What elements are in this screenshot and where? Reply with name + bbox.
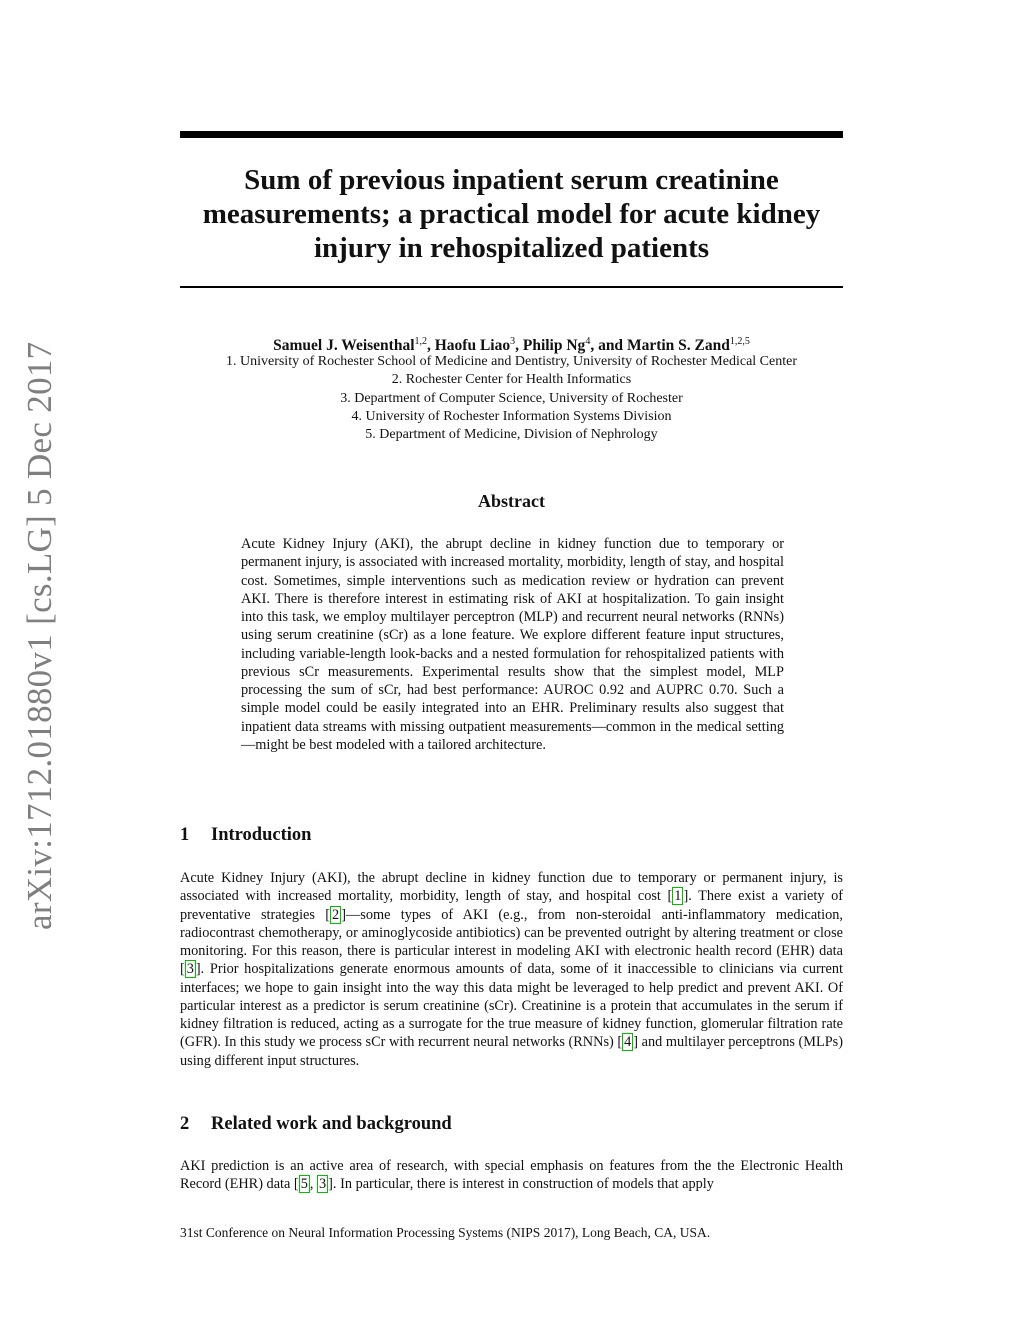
conference-footnote: 31st Conference on Neural Information Processing Systems (NIPS 2017), Long Beach, CA, USA.	[180, 1225, 711, 1240]
paragraph-text: ]. There exist a variety of preventative strategies [	[180, 888, 843, 923]
paragraph-text: ] and multilayer perceptrons (MLPs) using different input structures.	[180, 1034, 843, 1069]
introduction-paragraph	[180, 869, 843, 1070]
arxiv-identifier: arXiv:1712.01880v1 [cs.LG] 5 Dec 2017	[20, 341, 59, 930]
section-heading-introduction	[180, 825, 311, 846]
author-separator: ,	[427, 337, 435, 355]
author-name: Martin S. Zand	[626, 337, 730, 355]
section-heading-related-work	[180, 1114, 452, 1135]
affiliation-line: 2. Rochester Center for Health Informatics	[391, 372, 632, 388]
author-affiliation-mark: 3	[510, 336, 516, 347]
abstract-text: Acute Kidney Injury (AKI), the abrupt decline in kidney function due to temporary or permanent injury, is associated with increased mortality, morbidity, length of stay, and hospital cost. Sometimes, simple interventions such as medication review or hydration can prevent AKI. There is therefore interest in estimating risk of AKI at hospitalization. To gain insight into this task, we employ multilayer perceptron (MLP) and recurrent neural networks (RNNs) using serum creatinine (sCr) as a lone feature. We explore different feature input structures, including variable-length look-backs and a nested formulation for rehospitalized patients with previous sCr measurements. Experimental results show that the simplest model, MLP processing the sum of sCr, had best performance: AUROC 0.92 and AUPRC 0.70. Such a simple model could be easily integrated into an EHR. Preliminary results also suggest that inpatient data streams with missing outpatient measurements—common in the medical setting—might be best modeled with a tailored architecture.	[241, 536, 784, 753]
affiliation-line: 3. Department of Computer Science, University of Rochester	[340, 390, 683, 406]
related-work-paragraph	[180, 1157, 843, 1194]
title-rule-top	[180, 131, 843, 138]
author-separator: , and	[590, 337, 627, 355]
title-line-3: injury in rehospitalized patients	[313, 232, 710, 264]
section-title: Related work and background	[211, 1114, 452, 1134]
citation-link[interactable]: 1	[674, 888, 682, 905]
citation-link[interactable]: 3	[319, 1176, 327, 1193]
section-number: 1	[180, 825, 190, 845]
author-name: Haofu Liao	[434, 337, 511, 355]
section-number: 2	[180, 1114, 190, 1134]
citation-link[interactable]: 2	[332, 906, 340, 923]
paper-title	[180, 163, 843, 265]
author-affiliation-mark: 4	[585, 336, 591, 347]
citation-link[interactable]: 5	[300, 1176, 308, 1193]
author-affiliation-mark: 1,2,5	[729, 336, 750, 347]
title-rule-bottom	[180, 286, 843, 288]
affiliation-list	[180, 353, 843, 444]
affiliation-line: 1. University of Rochester School of Medicine and Dentistry, University of Rochester Medical Center	[225, 354, 797, 369]
paragraph-text: ]. In particular, there is interest in construction of models that apply	[328, 1176, 714, 1193]
abstract-heading: Abstract	[478, 491, 545, 511]
citation-separator: ,	[309, 1176, 318, 1193]
paragraph-text: ]—some types of AKI (e.g., from non-steroidal anti-inflammatory medication, radiocontrast chemotherapy, or aminoglycoside antibiotics) can be prevented outright by altering treatment or close monitoring. For this reason, there is particular interest in modeling AKI with electronic health record (EHR) data [	[180, 906, 843, 978]
author-separator: ,	[515, 337, 523, 355]
paragraph-text: ]. Prior hospitalizations generate enormous amounts of data, some of it inaccessible to clinicians via current interfaces; we hope to gain insight into the way this data might be leveraged to help predict and prevent AKI. Of particular interest as a predictor is serum creatinine (sCr). Creatinine is a protein that accumulates in the serum if kidney filtration is reduced, acting as a surrogate for the true measure of kidney function, glomerular filtration rate (GFR). In this study we process sCr with recurrent neural networks (RNNs) [	[180, 961, 843, 1051]
author-affiliation-mark: 1,2	[414, 336, 427, 347]
author-name: Samuel J. Weisenthal	[273, 337, 415, 355]
paragraph-text: Acute Kidney Injury (AKI), the abrupt decline in kidney function due to temporary or permanent injury, is associated with increased mortality, morbidity, length of stay, and hospital cost [	[180, 870, 843, 905]
affiliation-line: 5. Department of Medicine, Division of Nephrology	[365, 427, 658, 443]
title-line-2: measurements; a practical model for acute kidney	[202, 198, 821, 230]
paragraph-text: AKI prediction is an active area of research, with special emphasis on features from the the Electronic Health Record (EHR) data [	[180, 1158, 843, 1193]
citation-link[interactable]: 3	[186, 961, 194, 978]
section-title: Introduction	[211, 825, 312, 845]
author-name: Philip Ng	[522, 337, 586, 355]
title-line-1: Sum of previous inpatient serum creatinine	[244, 164, 779, 196]
citation-link[interactable]: 4	[624, 1034, 632, 1051]
affiliation-line: 4. University of Rochester Information Systems Division	[351, 408, 672, 424]
